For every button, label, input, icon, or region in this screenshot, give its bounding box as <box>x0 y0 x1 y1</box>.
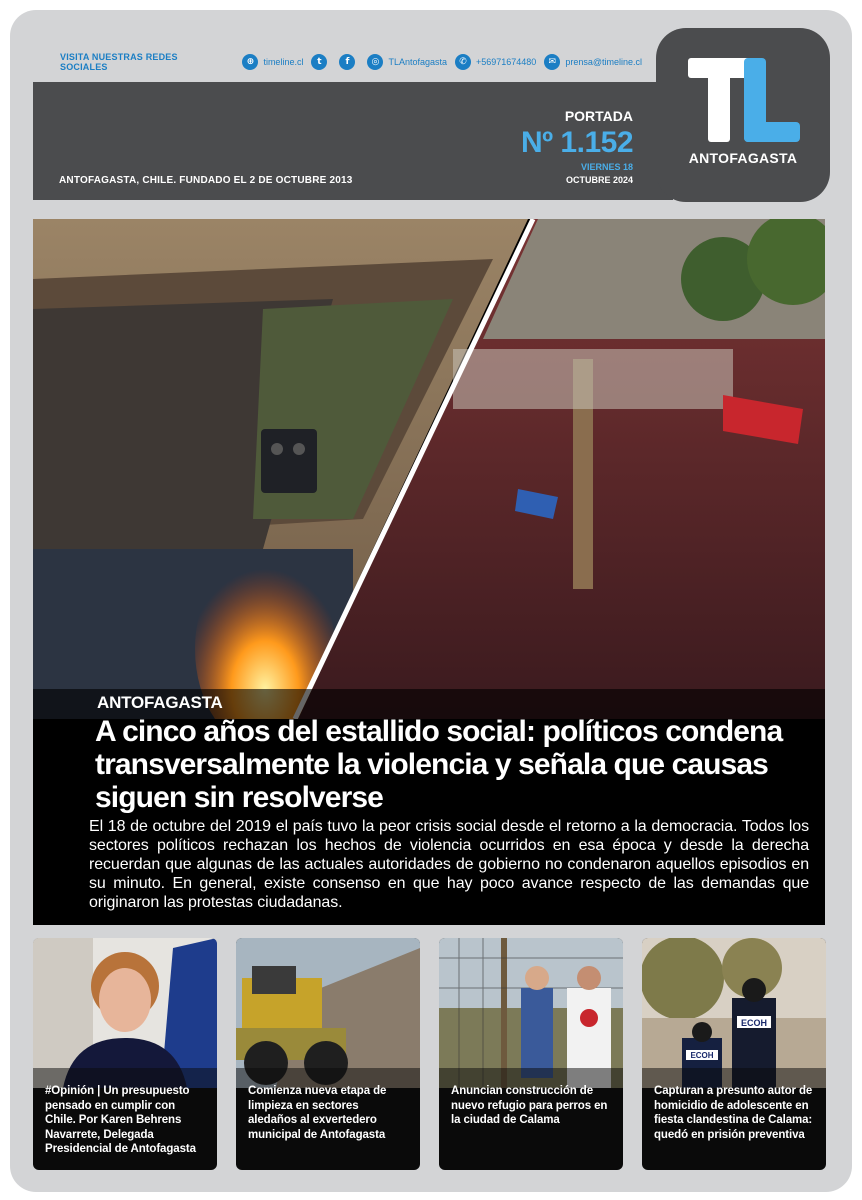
lead-story[interactable] <box>33 219 825 925</box>
email-text: prensa@timeline.cl <box>565 57 642 67</box>
issue-number: Nº 1.152 <box>520 126 633 159</box>
story-card-dog-shelter[interactable] <box>439 938 623 1170</box>
globe-icon: ⊕ <box>242 54 258 70</box>
facebook-link[interactable] <box>339 54 359 70</box>
social-strip <box>10 50 650 74</box>
whatsapp-icon: ✆ <box>455 54 471 70</box>
masthead-bar <box>33 82 673 200</box>
lead-kicker: ANTOFAGASTA <box>97 693 223 712</box>
mail-icon: ✉ <box>544 54 560 70</box>
founded-line: ANTOFAGASTA, CHILE. FUNDADO EL 2 DE OCTUBRE 2013 <box>59 175 353 186</box>
story-caption: Anuncian construcción de nuevo refugio para perros en la ciudad de Calama <box>451 1085 608 1126</box>
issue-month: OCTUBRE 2024 <box>565 175 633 185</box>
instagram-link[interactable] <box>367 54 447 70</box>
story-card-opinion[interactable] <box>33 938 217 1170</box>
website-link[interactable] <box>242 54 303 70</box>
social-visit-label: VISITA NUESTRAS REDES SOCIALES <box>60 52 178 72</box>
story-card-cleanup[interactable] <box>236 938 420 1170</box>
twitter-link[interactable] <box>311 54 331 70</box>
whatsapp-text: +56971674480 <box>476 57 537 67</box>
lead-headline[interactable]: A cinco años del estallido social: políticos condena transversalmente la violencia y señala que causas siguen sin resolverse <box>95 715 783 814</box>
story-caption: #Opinión | Un presupuesto pensado en cumplir con Chile. Por Karen Behrens Navarrete, Delegada Presidencial de Antofagasta <box>45 1085 196 1155</box>
story-caption: Capturan a presunto autor de homicidio de adolescente en fiesta clandestina de Calama: quedó en prisión preventiva <box>654 1085 813 1141</box>
story-photo <box>439 938 623 1170</box>
logo-city: ANTOFAGASTA <box>688 150 798 166</box>
story-caption: Comienza nueva etapa de limpieza en sectores aledaños al exvertedero municipal de Antofagasta <box>248 1085 387 1141</box>
website-text: timeline.cl <box>263 57 304 67</box>
email-link[interactable] <box>544 54 642 70</box>
tl-logo-mark <box>688 58 800 142</box>
whatsapp-link[interactable] <box>455 54 536 70</box>
issue-day: VIERNES 18 <box>580 162 633 172</box>
story-card-arrest[interactable] <box>642 938 826 1170</box>
instagram-text: TLAntofagasta <box>388 57 447 67</box>
logo[interactable] <box>656 28 830 202</box>
facebook-icon: f <box>339 54 355 70</box>
twitter-icon: t <box>311 54 327 70</box>
newspaper-cover <box>10 10 852 1192</box>
lead-lede: El 18 de octubre del 2019 el país tuvo la peor crisis social desde el retorno a la democracia. Todos los sectores políticos rechazan los hechos de violencia ocurridos en esa época y desde la derecha recuerdan que algunas de las actuales autoridades de gobierno no condenaron aquellos episodios en su minuto. En general, existe consenso en que hay poco avance respecto de las demandas que originaron las protestas ciudadanas. <box>89 818 809 911</box>
section-label: PORTADA <box>564 108 633 124</box>
lead-story-photo <box>33 219 825 719</box>
vest-label-back: ECOH <box>740 1018 768 1028</box>
vest-label-front: ECOH <box>690 1051 714 1060</box>
instagram-icon: ◎ <box>367 54 383 70</box>
